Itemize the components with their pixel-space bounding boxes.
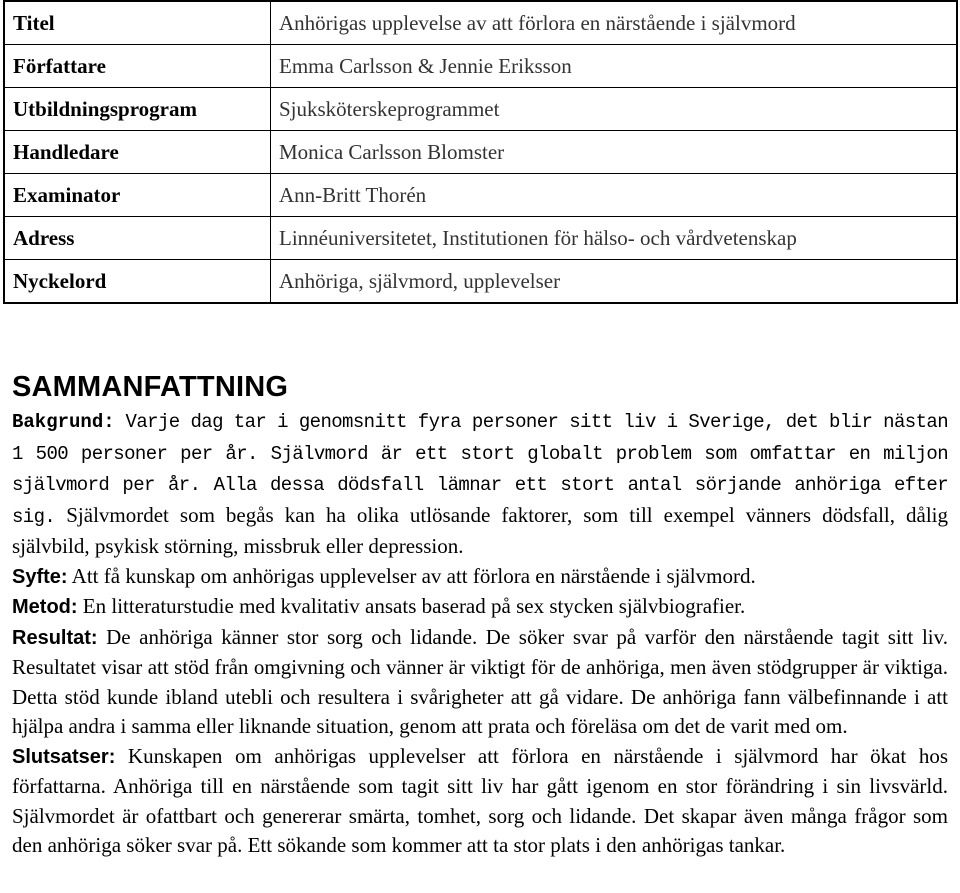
meta-value: Anhörigas upplevelse av att förlora en närstående i självmord	[271, 1, 958, 45]
meta-label: Handledare	[4, 131, 271, 174]
meta-value: Linnéuniversitetet, Institutionen för hälso- och vårdvetenskap	[271, 217, 958, 260]
meta-label: Nyckelord	[4, 260, 271, 304]
meta-label: Adress	[4, 217, 271, 260]
method-paragraph	[12, 592, 948, 623]
background-label: Bakgrund:	[12, 411, 115, 433]
meta-row-program	[4, 88, 957, 131]
meta-label: Författare	[4, 45, 271, 88]
meta-value: Ann-Britt Thorén	[271, 174, 958, 217]
meta-value: Emma Carlsson & Jennie Eriksson	[271, 45, 958, 88]
metadata-table	[3, 0, 958, 304]
meta-label: Titel	[4, 1, 271, 45]
method-label: Metod:	[12, 596, 78, 618]
aim-paragraph	[12, 562, 948, 593]
summary-section	[12, 368, 948, 861]
conclusions-text: Kunskapen om anhörigas upplevelser att förlora en närstående i självmord har ökat hos författarna. Anhöriga till en närstående som tagit sitt liv har gått igenom en stor förändring i sin livsvärld. Självmordet är ofattbart och genererar smärta, tomhet, sorg och lidande. Det skapar även många frågor som den anhöriga söker svar på. Ett sökande som kommer att ta stor plats i den anhörigas tankar.	[12, 743, 948, 857]
results-label: Resultat:	[12, 626, 98, 649]
aim-label: Syfte:	[12, 565, 68, 588]
method-text: En litteraturstudie med kvalitativ ansats baserad på sex stycken självbiografier.	[77, 594, 746, 618]
results-text: De anhöriga känner stor sorg och lidande. De söker svar på varför den närstående tagit sitt liv. Resultatet visar att stöd från omgivning och vänner är viktigt för de anhöriga, men även stödgrupper är viktiga. Detta stöd kunde ibland utebli och resultera i svårigheter att gå vidare. De anhöriga fann välbefinnande i att hjälpa andra i samma eller liknande situation, genom att prata och föreläsa om det de varit med om.	[12, 624, 948, 738]
background-text: Varje dag tar i genomsnitt fyra personer sitt liv i Sverige, det blir nästan 1 500 personer per år. Självmord är ett stort globalt problem som omfattar en miljon självmord per år. Alla dessa dödsfall lämnar ett stort antal sörjande anhöriga efter sig.	[12, 411, 948, 528]
meta-label: Examinator	[4, 174, 271, 217]
meta-row-examiner	[4, 174, 957, 217]
conclusions-paragraph	[12, 742, 948, 861]
meta-value: Anhöriga, självmord, upplevelser	[271, 260, 958, 304]
conclusions-label: Slutsatser:	[12, 745, 116, 768]
aim-text: Att få kunskap om anhörigas upplevelser av att förlora en närstående i självmord.	[67, 563, 756, 588]
results-paragraph	[12, 623, 948, 742]
background-paragraph	[12, 406, 948, 562]
meta-label: Utbildningsprogram	[4, 88, 271, 131]
meta-row-authors	[4, 45, 957, 88]
summary-heading: SAMMANFATTNING	[12, 371, 289, 403]
meta-value: Monica Carlsson Blomster	[271, 131, 958, 174]
meta-row-title	[4, 1, 957, 45]
background-text-continued: Självmordet som begås kan ha olika utlösande faktorer, som till exempel vänners dödsfall, dålig självbild, psykisk störning, missbruk eller depression.	[12, 502, 948, 558]
meta-row-address	[4, 217, 957, 260]
meta-row-supervisor	[4, 131, 957, 174]
meta-row-keywords	[4, 260, 957, 304]
meta-value: Sjuksköterskeprogrammet	[271, 88, 958, 131]
